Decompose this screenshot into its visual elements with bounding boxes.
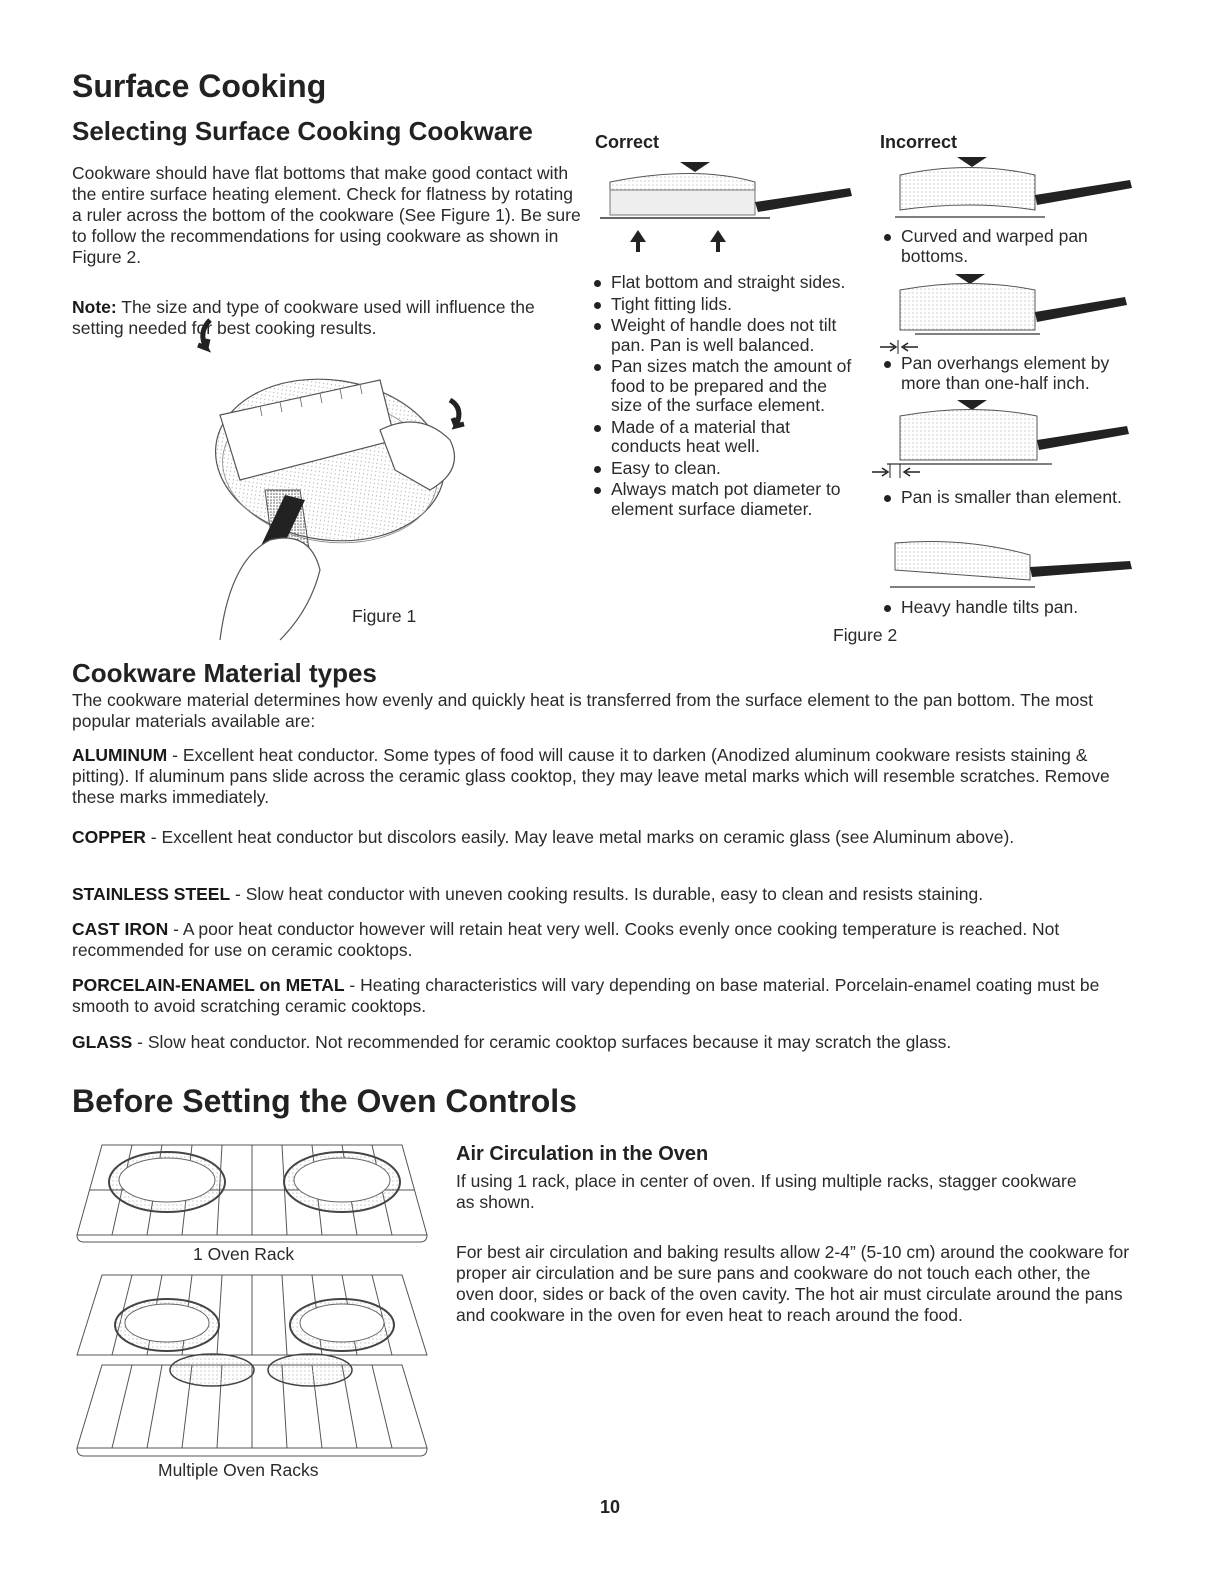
list-item: Flat bottom and straight sides. xyxy=(592,273,852,293)
incorrect-item-heavy-handle xyxy=(882,598,1122,620)
material-name: STAINLESS STEEL xyxy=(72,884,231,904)
material-name: CAST IRON xyxy=(72,919,169,939)
correct-pan-illustration xyxy=(600,160,860,255)
correct-heading: Correct xyxy=(595,132,660,152)
rack1-caption: 1 Oven Rack xyxy=(193,1244,295,1264)
incorrect-item-warped xyxy=(882,227,1122,268)
material-desc: - Heating characteristics will vary depending on base material. Porcelain-enamel coating must be smooth to avoid scratching ceramic cooktops. xyxy=(72,975,1100,1016)
warped-pan-illustration xyxy=(885,155,1140,230)
materials-intro: The cookware material determines how evenly and quickly heat is transferred from the surface element to the pan bottom. The most popular materials available are: xyxy=(72,690,1094,731)
heavy-handle-pan-illustration xyxy=(885,535,1140,595)
list-item: Always match pot diameter to element surface diameter. xyxy=(592,480,852,519)
material-cast-iron xyxy=(72,919,1137,961)
figure1-ruler-illustration xyxy=(180,340,480,640)
section-title-surface-cooking: Surface Cooking xyxy=(72,68,327,104)
material-desc: - Slow heat conductor with uneven cooking results. Is durable, easy to clean and resists staining. xyxy=(230,884,984,904)
list-item: Tight fitting lids. xyxy=(592,295,852,315)
incorrect-item-small xyxy=(882,488,1122,510)
subtitle-selecting-cookware: Selecting Surface Cooking Cookware xyxy=(72,116,533,146)
material-porcelain xyxy=(72,975,1137,1017)
material-stainless xyxy=(72,884,1137,905)
material-desc: - Excellent heat conductor. Some types of food will cause it to darken (Anodized aluminum cookware resists staining & pitting). If aluminum pans slide across the ceramic glass cooktop, they may leave metal marks which will resemble scratches. Remove these marks immediately. xyxy=(72,745,1110,807)
list-item: Made of a material that conducts heat well. xyxy=(592,418,852,457)
material-desc: - A poor heat conductor however will retain heat very well. Cooks evenly once cooking temperature is reached. Not recommended for use on ceramic cooktops. xyxy=(72,919,1060,960)
material-copper xyxy=(72,827,1137,848)
figure2-caption: Figure 2 xyxy=(833,625,898,645)
multiple-racks-illustration xyxy=(72,1270,432,1460)
list-item: Weight of handle does not tilt pan. Pan is well balanced. xyxy=(592,316,852,355)
material-name: COPPER xyxy=(72,827,146,847)
material-desc: - Slow heat conductor. Not recommended for ceramic cooktop surfaces because it may scratch the glass. xyxy=(132,1032,952,1052)
note-text: The size and type of cookware used will influence the setting needed for best cooking results. xyxy=(72,297,535,338)
note-paragraph xyxy=(72,297,572,339)
figure1-caption: Figure 1 xyxy=(352,606,417,626)
material-name: PORCELAIN-ENAMEL on METAL xyxy=(72,975,345,995)
materials-title: Cookware Material types xyxy=(72,658,377,688)
single-rack-illustration xyxy=(72,1140,432,1245)
air-circulation-p1: If using 1 rack, place in center of oven. If using multiple racks, stagger cookware as shown. xyxy=(456,1171,1077,1212)
note-label: Note: xyxy=(72,297,117,317)
list-item: Pan sizes match the amount of food to be prepared and the size of the surface element. xyxy=(592,357,852,416)
small-pan-illustration xyxy=(872,398,1134,483)
material-glass xyxy=(72,1032,1137,1053)
page-number: 10 xyxy=(600,1497,621,1517)
material-name: GLASS xyxy=(72,1032,133,1052)
rack2-caption: Multiple Oven Racks xyxy=(158,1460,319,1480)
list-item: Pan overhangs element by more than one-half inch. xyxy=(882,354,1132,393)
list-item: Curved and warped pan bottoms. xyxy=(882,227,1122,266)
list-item: Heavy handle tilts pan. xyxy=(882,598,1122,618)
section-title-oven-controls: Before Setting the Oven Controls xyxy=(72,1083,577,1119)
overhang-pan-illustration xyxy=(880,272,1135,357)
air-circulation-title: Air Circulation in the Oven xyxy=(456,1143,709,1165)
incorrect-item-overhang xyxy=(882,354,1132,395)
list-item: Pan is smaller than element. xyxy=(882,488,1122,508)
air-circulation-p2: For best air circulation and baking results allow 2-4” (5-10 cm) around the cookware for proper air circulation and be sure pans and cookware do not touch each other, the oven door, sides or back of the oven cavity. The hot air must circulate around the pans and cookware in the oven for even heat to reach around the food. xyxy=(456,1242,1130,1325)
correct-list xyxy=(592,273,852,521)
list-item: Easy to clean. xyxy=(592,459,852,479)
material-name: ALUMINUM xyxy=(72,745,168,765)
intro-paragraph: Cookware should have flat bottoms that make good contact with the entire surface heating element. Check for flatness by rotating a ruler across the bottom of the cookware (See Figure 1). Be sure to follow the recommendations for using cookware as shown in Figure 2. xyxy=(72,163,581,267)
material-desc: - Excellent heat conductor but discolors easily. May leave metal marks on ceramic glass (see Aluminum above). xyxy=(145,827,1015,847)
incorrect-heading: Incorrect xyxy=(880,132,958,152)
material-aluminum xyxy=(72,745,1137,808)
